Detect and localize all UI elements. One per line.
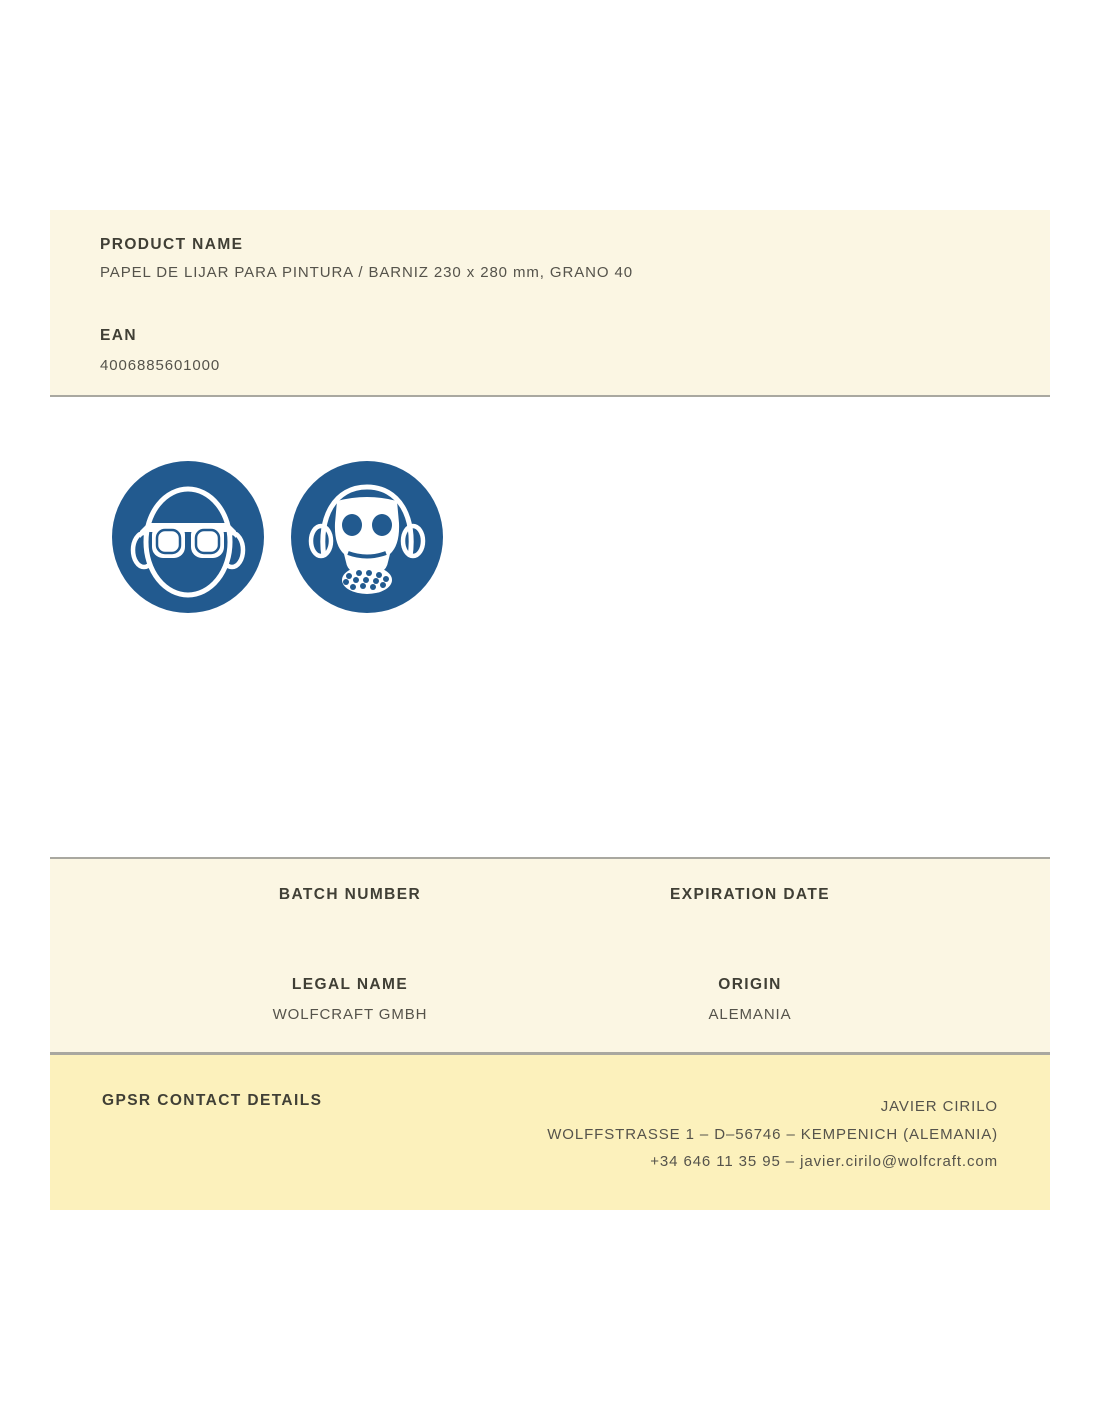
wear-respiratory-protection-icon bbox=[291, 461, 443, 613]
gpsr-heading: GPSR CONTACT DETAILS bbox=[102, 1092, 323, 1109]
product-name-label: PRODUCT NAME bbox=[100, 236, 244, 253]
batch-number-cell bbox=[150, 887, 550, 903]
product-name-value: PAPEL DE LIJAR PARA PINTURA / BARNIZ 230 x 280 mm, GRANO 40 bbox=[100, 264, 633, 281]
origin-cell bbox=[550, 977, 950, 1023]
wear-eye-protection-icon bbox=[112, 461, 264, 613]
expiration-date-cell bbox=[550, 887, 950, 903]
origin-value: ALEMANIA bbox=[708, 1006, 792, 1023]
ean-value: 4006885601000 bbox=[100, 357, 221, 374]
legal-name-label: LEGAL NAME bbox=[291, 976, 409, 993]
gpsr-contact-phone-email: +34 646 11 35 95 – javier.cirilo@wolfcraft.com bbox=[650, 1153, 998, 1170]
origin-label: ORIGIN bbox=[718, 976, 782, 993]
batch-section bbox=[50, 857, 1050, 1055]
legal-name-value: WOLFCRAFT GMBH bbox=[272, 1006, 428, 1023]
gpsr-contact-address: WOLFFSTRASSE 1 – D–56746 – KEMPENICH (ALEMANIA) bbox=[547, 1125, 998, 1143]
batch-table bbox=[150, 887, 950, 1023]
gpsr-contact-name: JAVIER CIRILO bbox=[880, 1098, 998, 1115]
safety-icons-row bbox=[112, 461, 443, 613]
legal-name-cell bbox=[150, 977, 550, 1023]
gpsr-contact-block bbox=[547, 1093, 998, 1176]
product-section bbox=[50, 210, 1050, 397]
gpsr-section bbox=[50, 1055, 1050, 1210]
expiration-date-label: EXPIRATION DATE bbox=[670, 886, 830, 903]
ean-label: EAN bbox=[100, 327, 137, 344]
batch-number-label: BATCH NUMBER bbox=[278, 886, 422, 903]
